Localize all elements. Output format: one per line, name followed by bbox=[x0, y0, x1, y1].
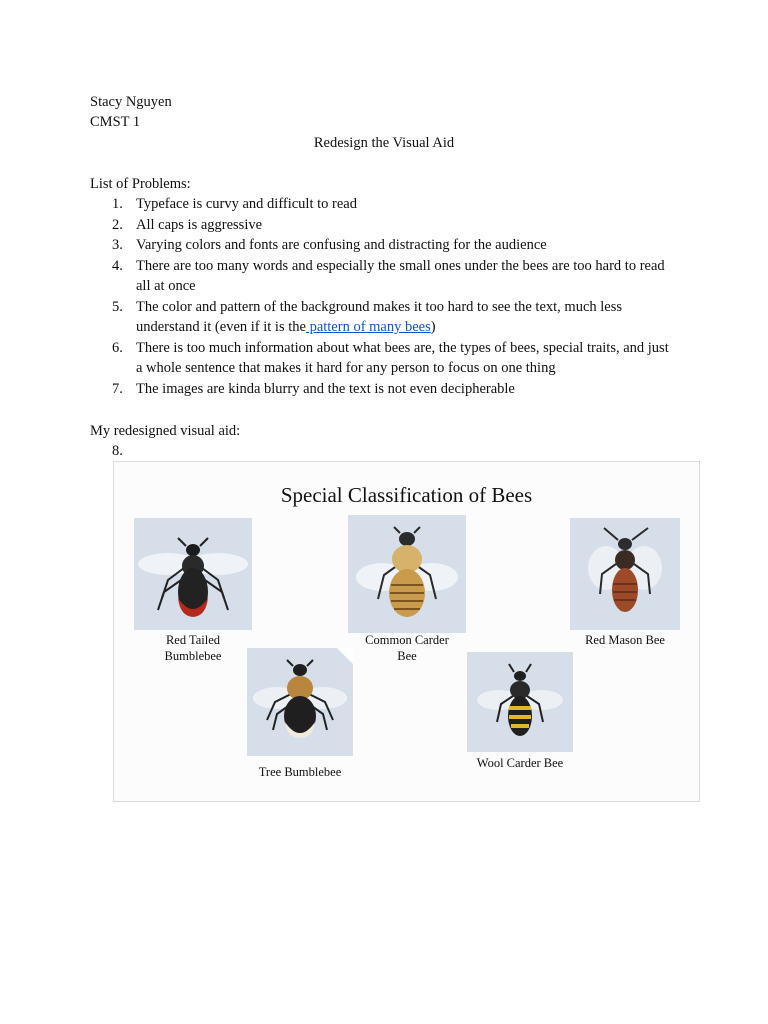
bee-caption: Red Mason Bee bbox=[585, 633, 665, 647]
problems-heading: List of Problems: bbox=[90, 176, 191, 192]
list-item: 6. There is too much information about what bees are, the types of bees, special traits, and just a whole sentence that makes it hard for any person to focus on one thing bbox=[112, 339, 669, 376]
bee-caption: Tree Bumblebee bbox=[258, 765, 342, 779]
red-mason-bee-image bbox=[570, 518, 680, 630]
document-title: Redesign the Visual Aid bbox=[313, 135, 455, 151]
red-tailed-bumblebee-image bbox=[134, 518, 252, 630]
bee-caption: Common Carder Bee bbox=[365, 633, 449, 663]
visual-aid-title: Special Classification of Bees bbox=[280, 483, 533, 507]
list-item: 7. The images are kinda blurry and the text is not even decipherable bbox=[112, 380, 515, 397]
problems-list bbox=[112, 194, 672, 399]
common-carder-bee-image bbox=[348, 515, 466, 633]
list-item: 4. There are too many words and especially the small ones under the bees are too hard to read all at once bbox=[112, 257, 665, 294]
redesign-heading: My redesigned visual aid: bbox=[90, 423, 241, 439]
tree-bumblebee-image bbox=[247, 648, 353, 756]
list-item: 1. Typeface is curvy and difficult to read bbox=[112, 196, 357, 212]
redesign-item-number: 8. bbox=[112, 443, 123, 459]
list-item: 3. Varying colors and fonts are confusing and distracting for the audience bbox=[112, 237, 547, 253]
list-item: 2. All caps is aggressive bbox=[112, 216, 263, 233]
author-name: Stacy Nguyen bbox=[90, 94, 172, 110]
list-item: 5. The color and pattern of the background makes it too hard to see the text, much less understand it (even if it is the pattern of many bees) bbox=[112, 298, 623, 335]
wool-carder-bee-image bbox=[467, 652, 573, 752]
course-name: CMST 1 bbox=[90, 114, 141, 130]
bee-caption: Red Tailed Bumblebee bbox=[164, 633, 222, 663]
pattern-of-many-bees-link[interactable]: pattern of many bees bbox=[305, 319, 431, 335]
bee-caption: Wool Carder Bee bbox=[476, 756, 564, 770]
visual-aid-image bbox=[113, 461, 700, 802]
